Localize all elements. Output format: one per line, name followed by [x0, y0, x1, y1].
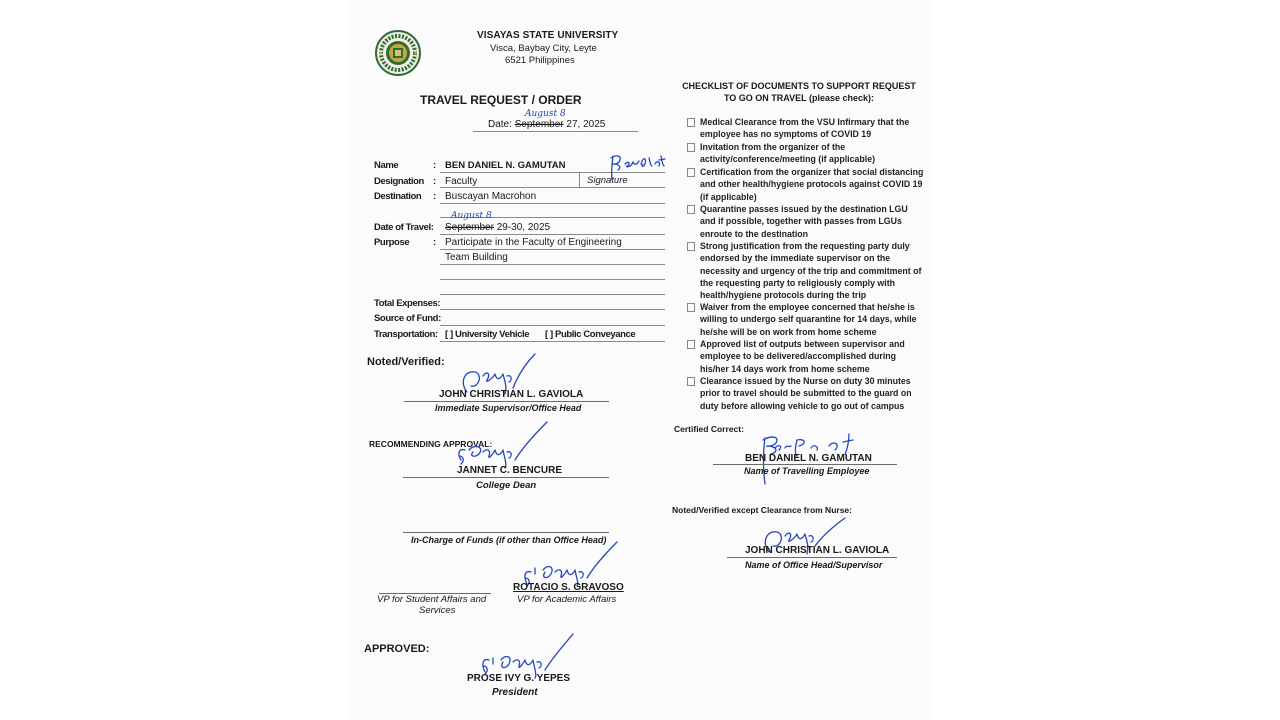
- signature-caption: Signature: [587, 175, 628, 186]
- supervisor-role: Immediate Supervisor/Office Head: [435, 403, 582, 413]
- noted-verified-label: Noted/Verified:: [367, 356, 445, 368]
- checkbox[interactable]: [687, 303, 695, 312]
- date-month-handwritten: August 8: [525, 109, 566, 119]
- employee-signature-line: [713, 464, 897, 465]
- signature-divider: [579, 172, 580, 187]
- certified-correct-label: Certified Correct:: [674, 424, 744, 434]
- date-of-travel-value: [445, 222, 550, 233]
- purpose-underline-2: [440, 264, 665, 265]
- date-field: [488, 119, 605, 130]
- date-of-travel-label: Date of Travel:: [374, 222, 434, 233]
- dean-signature: [455, 420, 551, 468]
- checkbox[interactable]: [687, 143, 695, 152]
- university-name: VISAYAS STATE UNIVERSITY: [477, 30, 619, 41]
- source-of-fund-underline: [440, 325, 665, 326]
- funds-signature-line: [403, 532, 609, 533]
- colon: :: [433, 176, 437, 187]
- dean-name: JANNET C. BENCURE: [457, 465, 563, 476]
- colon: :: [433, 160, 437, 171]
- date-rest: 27, 2025: [566, 119, 606, 130]
- designation-value: Faculty: [445, 176, 478, 187]
- dean-role: College Dean: [476, 480, 537, 491]
- destination-label: Destination: [374, 191, 422, 202]
- purpose-line1: Participate in the Faculty of Engineering: [445, 237, 622, 248]
- purpose-underline-1: [440, 249, 665, 250]
- travel-month-handwritten: August 8: [451, 211, 492, 221]
- source-of-fund-label: Source of Fund:: [374, 313, 441, 324]
- checkbox[interactable]: [687, 205, 695, 214]
- colon: :: [433, 191, 437, 202]
- approved-label: APPROVED:: [364, 643, 430, 655]
- purpose-line2: Team Building: [445, 252, 508, 263]
- checklist-item-text: Invitation from the organizer of the activity/conference/meeting (if applicable): [700, 142, 876, 165]
- transport-public-conveyance-checkbox[interactable]: [ ] Public Conveyance: [545, 329, 636, 340]
- office-head-name: JOHN CHRISTIAN L. GAVIOLA: [745, 545, 890, 556]
- supervisor-name: JOHN CHRISTIAN L. GAVIOLA: [439, 389, 584, 400]
- checkbox[interactable]: [687, 118, 695, 127]
- date-underline: [473, 131, 638, 132]
- destination-underline: [440, 203, 665, 204]
- checklist-item-text: Approved list of outputs between supervisor and employee to be delivered/accomplished during his/her 14 days work from home scheme: [700, 339, 905, 374]
- checklist: [687, 116, 927, 416]
- dean-signature-line: [403, 477, 609, 478]
- name-value: BEN DANIEL N. GAMUTAN: [445, 160, 566, 171]
- vp-academic-name: ROTACIO S. GRAVOSO: [513, 582, 624, 593]
- purpose-label: Purpose: [374, 237, 410, 248]
- designation-label: Designation: [374, 176, 424, 187]
- employee-role: Name of Travelling Employee: [744, 466, 870, 476]
- total-expenses-underline: [440, 309, 665, 310]
- travel-date-rest: 29-30, 2025: [496, 222, 551, 233]
- transportation-label: Transportation:: [374, 329, 438, 340]
- president-role: President: [492, 687, 538, 698]
- transportation-underline: [440, 341, 665, 342]
- checklist-title: [679, 80, 919, 104]
- checklist-title-line1: CHECKLIST OF DOCUMENTS TO SUPPORT REQUEST: [682, 81, 916, 91]
- total-expenses-label: Total Expenses:: [374, 298, 441, 309]
- checklist-item-text: Certification from the organizer that social distancing and other health/hygiene protocols against COVID 19 (if applicable): [700, 167, 924, 202]
- checklist-item-text: Quarantine passes issued by the destination LGU and if possible, together with passes from LGUs enroute to the destination: [700, 204, 908, 239]
- university-address-line1: Visca, Baybay City, Leyte: [490, 43, 597, 54]
- designation-underline: [440, 187, 665, 188]
- name-label: Name: [374, 160, 399, 171]
- applicant-signature: [607, 152, 667, 182]
- checklist-item-text: Strong justification from the requesting party duly endorsed by the immediate supervisor on the necessity and urgency of the trip and commitment of the requesting party to religiously comply with health/hygiene protocols during the trip: [700, 241, 922, 301]
- vp-academic-signature: [521, 540, 621, 586]
- funds-role: In-Charge of Funds (if other than Office Head): [411, 535, 607, 545]
- checkbox[interactable]: [687, 340, 695, 349]
- office-head-role: Name of Office Head/Supervisor: [745, 560, 883, 570]
- office-head-signature-line: [727, 557, 897, 558]
- date-of-travel-label-text: Date of Travel: [374, 222, 431, 233]
- date-month-struck: September: [514, 119, 564, 130]
- purpose-underline-3: [440, 279, 665, 280]
- president-name: PROSE IVY G. YEPES: [467, 673, 571, 684]
- document-page: [349, 0, 931, 720]
- university-address-line2: 6521 Philippines: [505, 55, 575, 66]
- form-title: TRAVEL REQUEST / ORDER: [420, 93, 582, 107]
- checkbox[interactable]: [687, 242, 695, 251]
- checklist-item-text: Medical Clearance from the VSU Infirmary that the employee has no symptoms of COVID 19: [700, 117, 910, 140]
- travel-date-underline: [440, 234, 665, 235]
- checklist-item-text: Clearance issued by the Nurse on duty 30 minutes prior to travel should be submitted to the guard on duty before allowing vehicle to go out of campus: [700, 376, 912, 411]
- university-seal-icon: [375, 30, 421, 76]
- checklist-title-line2: TO GO ON TRAVEL (please check):: [723, 93, 875, 103]
- checklist-item-text: Waiver from the employee concerned that he/she is willing to undergo self quarantine for 14 days, while he/she will be on work from home scheme: [700, 302, 917, 337]
- recommending-approval-label: RECOMMENDING APPROVAL:: [369, 439, 493, 449]
- employee-name: BEN DANIEL N. GAMUTAN: [745, 453, 872, 464]
- vp-student-role-line1: VP for Student Affairs and: [377, 594, 487, 605]
- vp-student-role-line2: Services: [419, 605, 456, 616]
- date-label: Date:: [488, 119, 512, 130]
- checkbox[interactable]: [687, 168, 695, 177]
- travel-month-struck: September: [445, 222, 494, 233]
- destination-value: Buscayan Macrohon: [445, 191, 537, 202]
- noted-except-nurse-label: Noted/Verified except Clearance from Nurse:: [672, 505, 852, 515]
- vp-academic-role: VP for Academic Affairs: [517, 594, 617, 605]
- supervisor-signature-line: [404, 401, 609, 402]
- transport-university-vehicle-checkbox[interactable]: [ ] University Vehicle: [445, 329, 530, 340]
- colon: :: [433, 237, 437, 248]
- purpose-underline-4: [440, 294, 665, 295]
- checkbox[interactable]: [687, 377, 695, 386]
